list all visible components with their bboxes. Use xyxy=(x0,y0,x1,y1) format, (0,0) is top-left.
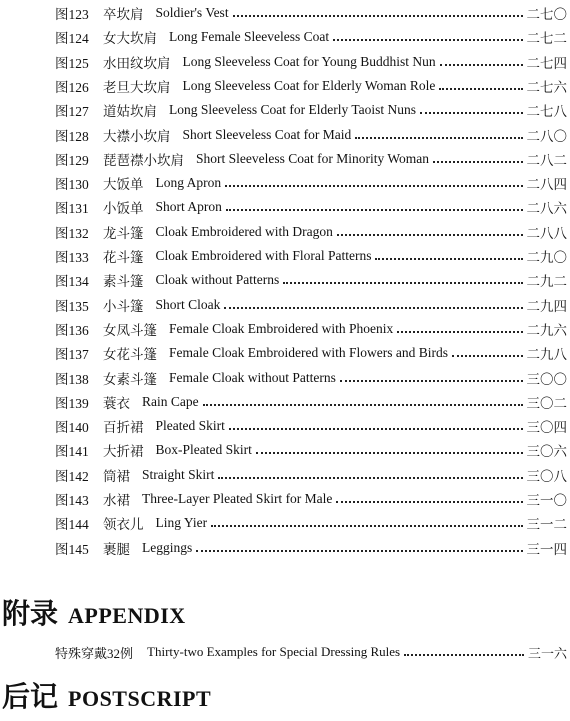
postscript-title-en: POSTSCRIPT xyxy=(68,686,212,711)
entry-title-en: Female Cloak without Patterns xyxy=(169,369,336,385)
figure-number: 图138 xyxy=(55,371,89,387)
entry-title-en: Long Sleeveless Coat for Elderly Taoist Nuns xyxy=(169,102,417,118)
toc-entry[interactable] xyxy=(55,318,567,340)
leader-dots xyxy=(397,331,522,333)
figure-number: 图139 xyxy=(55,395,89,411)
page-number: 二八六 xyxy=(526,201,567,217)
toc-entry[interactable] xyxy=(55,537,567,559)
entry-title-cn: 百折裙 xyxy=(103,420,144,436)
entry-title-en: Cloak Embroidered with Floral Patterns xyxy=(155,248,372,263)
page-number: 二七二 xyxy=(526,31,567,47)
entry-title-cn: 女凤斗篷 xyxy=(103,322,157,338)
figure-number: 图136 xyxy=(55,322,89,338)
page-number: 三〇八 xyxy=(526,468,567,484)
appendix-entry-page: 三一六 xyxy=(527,645,567,661)
figure-number: 图124 xyxy=(55,31,89,47)
leader-dots xyxy=(196,550,522,552)
entry-title-cn: 蓑衣 xyxy=(103,395,130,411)
page-number: 二七八 xyxy=(526,104,567,120)
figure-number: 图142 xyxy=(55,468,89,484)
entry-title-en: Cloak without Patterns xyxy=(155,272,280,288)
page-number: 二八八 xyxy=(526,225,567,241)
toc-entry[interactable] xyxy=(55,488,567,510)
entry-title-cn: 道姑坎肩 xyxy=(103,104,157,120)
entry-title-en: Cloak Embroidered with Dragon xyxy=(155,223,333,239)
page-number: 二九〇 xyxy=(526,250,567,265)
toc-entry[interactable] xyxy=(55,342,567,364)
figure-number: 图131 xyxy=(55,201,89,217)
page-number: 三一二 xyxy=(526,517,567,533)
entry-title-en: Straight Skirt xyxy=(142,466,215,482)
appendix-entry-en: Thirty-two Examples for Special Dressing Rules xyxy=(147,644,401,659)
entry-title-cn: 领衣儿 xyxy=(103,517,144,533)
entry-title-en: Rain Cape xyxy=(142,393,199,409)
figure-number: 图128 xyxy=(55,128,89,144)
page-number: 二九二 xyxy=(526,274,567,290)
figure-number: 图143 xyxy=(55,493,89,508)
page-number: 二九四 xyxy=(526,298,567,314)
toc-entry[interactable] xyxy=(55,124,567,146)
appendix-entry[interactable] xyxy=(55,641,567,663)
entry-title-en: Long Sleeveless Coat for Young Buddhist Nun xyxy=(182,53,436,69)
figure-number: 图144 xyxy=(55,517,89,533)
toc-entry[interactable] xyxy=(55,294,567,316)
figure-number: 图129 xyxy=(55,152,89,168)
entry-title-en: Short Sleeveless Coat for Minority Woman xyxy=(196,150,430,166)
entry-title-en: Pleated Skirt xyxy=(155,418,225,434)
figure-number: 图141 xyxy=(55,444,89,460)
figure-number: 图140 xyxy=(55,420,89,436)
entry-title-cn: 琵琶襟小坎肩 xyxy=(103,152,184,168)
figure-number: 图133 xyxy=(55,250,89,265)
page-number: 二八〇 xyxy=(526,128,567,144)
page-number: 二七六 xyxy=(526,79,567,95)
toc-entry[interactable] xyxy=(55,51,567,73)
entry-title-en: Box-Pleated Skirt xyxy=(155,442,252,458)
entry-title-en: Three-Layer Pleated Skirt for Male xyxy=(142,491,333,506)
entry-title-cn: 水田纹坎肩 xyxy=(103,55,171,71)
leader-dots xyxy=(336,501,522,503)
entry-title-en: Short Cloak xyxy=(155,296,221,312)
figure-number: 图132 xyxy=(55,225,89,241)
leader-dots xyxy=(452,355,523,357)
page-number: 二七四 xyxy=(526,55,567,71)
figure-number: 图134 xyxy=(55,274,89,290)
page-number: 三〇六 xyxy=(526,444,567,460)
leader-dots xyxy=(233,15,523,17)
page-number: 二七〇 xyxy=(526,7,567,22)
entry-title-en: Leggings xyxy=(142,539,193,555)
leader-dots xyxy=(218,477,522,479)
entry-title-en: Female Cloak Embroidered with Phoenix xyxy=(169,320,394,336)
entry-title-cn: 小饭单 xyxy=(103,201,144,217)
page-number: 三一〇 xyxy=(526,493,567,508)
entry-title-cn: 筒裙 xyxy=(103,468,130,484)
page-number: 三〇四 xyxy=(526,420,567,436)
entry-title-cn: 女花斗篷 xyxy=(103,347,157,363)
toc-entry[interactable] xyxy=(55,221,567,243)
leader-dots xyxy=(224,307,522,309)
page-number: 三〇二 xyxy=(526,395,567,411)
toc-entry[interactable] xyxy=(55,439,567,461)
toc-entry[interactable] xyxy=(55,148,567,170)
leader-dots xyxy=(404,654,524,656)
entry-title-cn: 龙斗篷 xyxy=(103,225,144,241)
leader-dots xyxy=(211,525,522,527)
page-number: 三〇〇 xyxy=(526,371,567,387)
figure-number: 图130 xyxy=(55,177,89,193)
figure-number: 图123 xyxy=(55,7,89,22)
page-number: 二八二 xyxy=(526,152,567,168)
leader-dots xyxy=(226,209,523,211)
leader-dots xyxy=(355,137,522,139)
leader-dots xyxy=(375,258,522,260)
entry-title-cn: 花斗篷 xyxy=(103,250,144,265)
entry-title-en: Ling Yier xyxy=(155,515,208,531)
figure-number: 图145 xyxy=(55,541,89,557)
leader-dots xyxy=(433,161,522,163)
entry-title-en: Soldier's Vest xyxy=(155,5,229,20)
appendix-entry-cn: 特殊穿戴32例 xyxy=(55,645,134,661)
figure-number: 图127 xyxy=(55,104,89,120)
entry-title-cn: 大饭单 xyxy=(103,177,144,193)
figure-number: 图125 xyxy=(55,55,89,71)
leader-dots xyxy=(256,452,523,454)
figure-number: 图135 xyxy=(55,298,89,314)
entry-title-cn: 裹腿 xyxy=(103,541,130,557)
entry-title-cn: 水裙 xyxy=(103,493,130,508)
entry-title-cn: 素斗篷 xyxy=(103,274,144,290)
entry-title-cn: 老旦大坎肩 xyxy=(103,79,171,95)
figure-number: 图137 xyxy=(55,347,89,363)
entry-title-en: Long Sleeveless Coat for Elderly Woman Role xyxy=(182,77,436,93)
toc-entry[interactable] xyxy=(55,245,567,267)
toc-entry[interactable] xyxy=(55,464,567,486)
leader-dots xyxy=(440,64,523,66)
leader-dots xyxy=(229,428,523,430)
entry-title-en: Short Apron xyxy=(155,199,222,215)
leader-dots xyxy=(420,112,522,114)
toc-entry[interactable] xyxy=(55,172,567,194)
entry-title-cn: 卒坎肩 xyxy=(103,7,144,22)
entry-title-cn: 女素斗篷 xyxy=(103,371,157,387)
postscript-heading xyxy=(2,675,211,715)
toc-entry[interactable] xyxy=(55,512,567,534)
leader-dots xyxy=(283,282,522,284)
toc-entry[interactable] xyxy=(55,415,567,437)
page-number: 二八四 xyxy=(526,177,567,193)
page-number: 二九六 xyxy=(526,322,567,338)
entry-title-cn: 女大坎肩 xyxy=(103,31,157,47)
page-number: 三一四 xyxy=(526,541,567,557)
entry-title-en: Short Sleeveless Coat for Maid xyxy=(182,126,352,142)
leader-dots xyxy=(203,404,523,406)
figure-number: 图126 xyxy=(55,79,89,95)
toc-entry[interactable] xyxy=(55,2,567,24)
leader-dots xyxy=(225,185,522,187)
leader-dots xyxy=(439,88,522,90)
appendix-heading xyxy=(2,592,186,632)
entry-title-cn: 大襟小坎肩 xyxy=(103,128,171,144)
entry-title-en: Female Cloak Embroidered with Flowers and Birds xyxy=(169,345,448,361)
toc-entry[interactable] xyxy=(55,99,567,121)
leader-dots xyxy=(340,380,523,382)
postscript-title-cn: 后记 xyxy=(2,680,59,713)
toc-entry[interactable] xyxy=(55,196,567,218)
toc-entry[interactable] xyxy=(55,26,567,48)
toc-entry[interactable] xyxy=(55,367,567,389)
entry-title-cn: 小斗篷 xyxy=(103,298,144,314)
appendix-title-en: APPENDIX xyxy=(68,603,186,628)
leader-dots xyxy=(337,234,523,236)
toc-entry[interactable] xyxy=(55,391,567,413)
toc-entry[interactable] xyxy=(55,75,567,97)
toc-entry[interactable] xyxy=(55,269,567,291)
entry-title-cn: 大折裙 xyxy=(103,444,144,460)
page-number: 二九八 xyxy=(526,347,567,363)
leader-dots xyxy=(333,39,522,41)
appendix-title-cn: 附录 xyxy=(2,597,59,630)
entry-title-en: Long Apron xyxy=(155,175,222,191)
entry-title-en: Long Female Sleeveless Coat xyxy=(169,29,330,45)
